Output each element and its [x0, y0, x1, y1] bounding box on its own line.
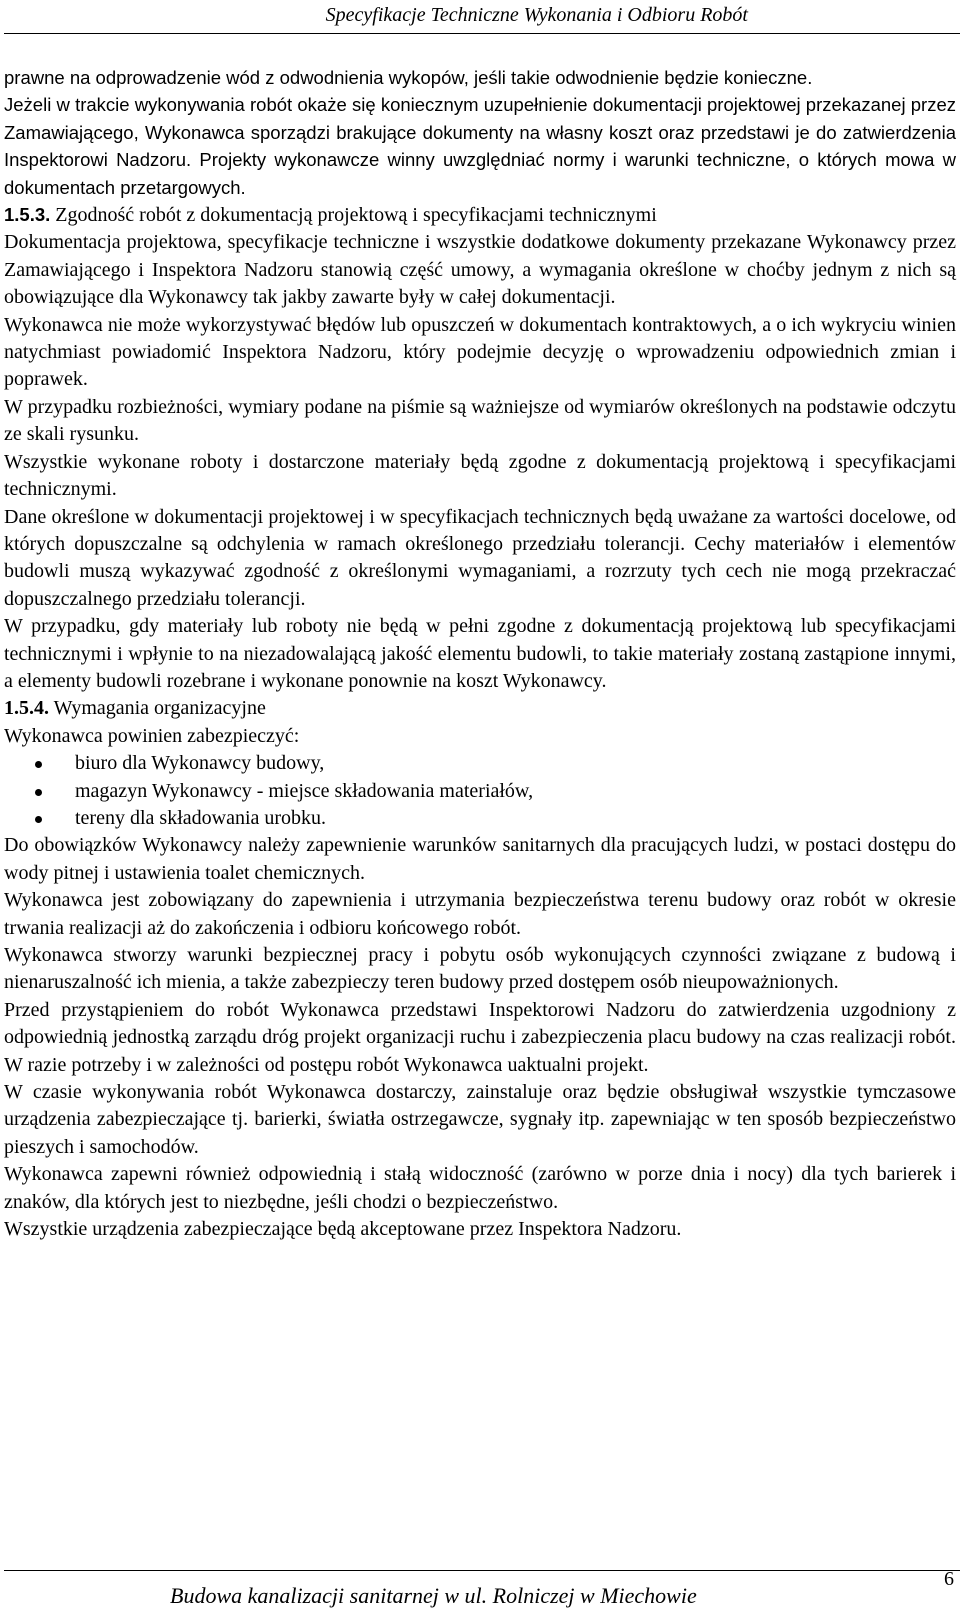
page-number: 6 — [944, 1568, 954, 1590]
list-item-text: tereny dla składowania urobku. — [75, 806, 327, 829]
header-divider — [4, 33, 960, 34]
bullet-icon — [35, 789, 42, 796]
section-number: 1.5.3. — [4, 204, 51, 226]
paragraph: Wszystkie urządzenia zabezpieczające będą akceptowane przez Inspektora Nadzoru. — [4, 1218, 682, 1241]
section-heading-1-5-3 — [4, 201, 956, 229]
document-body — [4, 64, 956, 1243]
footer-divider — [4, 1570, 960, 1571]
paragraph: Wykonawca nie może wykorzystywać błędów lub opuszczeń w dokumentach kontraktowych, a o ich wykryciu winien natychmiast powiadomić Inspektora Nadzoru, który podejmie decyzję o wprowadzeniu odpowiednich zmian i poprawek. — [4, 313, 956, 391]
list-item-text: biuro dla Wykonawcy budowy, — [75, 752, 325, 775]
paragraph: Dokumentacja projektowa, specyfikacje techniczne i wszystkie dodatkowe dokumenty przekazane Wykonawcy przez Zamawiającego i Inspektora Nadzoru stanowią część umowy, a wymagania określone w choćby jednym z nich są obowiązujące dla Wykonawcy tak jakby zawarte były w całej dokumentacji. — [4, 231, 956, 309]
paragraph: W czasie wykonywania robót Wykonawca dostarczy, zainstaluje oraz będzie obsługiwał wszystkie tymczasowe urządzenia zabezpieczające tj. barierki, światła ostrzegawcze, sygnały itp. zapewniając w ten sposób bezpieczeństwo pieszych i samochodów. — [4, 1081, 956, 1158]
paragraph: prawne na odprowadzenie wód z odwodnienia wykopów, jeśli takie odwodnienie będzie konieczne. — [4, 67, 813, 88]
section-heading-1-5-4 — [4, 695, 956, 722]
paragraph: Do obowiązków Wykonawcy należy zapewnienie warunków sanitarnych dla pracujących ludzi, w postaci dostępu do wody pitnej i ustawienia toalet chemicznych. — [4, 834, 956, 884]
paragraph: W przypadku rozbieżności, wymiary podane na piśmie są ważniejsze od wymiarów określonych na podstawie odczytu ze skali rysunku. — [4, 395, 956, 446]
paragraph: Wykonawca jest zobowiązany do zapewnienia i utrzymania bezpieczeństwa terenu budowy oraz robót w okresie trwania realizacji aż do zakończenia i odbioru końcowego robót. — [4, 889, 956, 939]
paragraph: W przypadku, gdy materiały lub roboty nie będą w pełni zgodne z dokumentacją projektową lub specyfikacjami technicznymi i wpłynie to na niezadowalającą jakość elementu budowli, to takie materiały zostaną zastąpione innymi, a elementy budowli rozebrane i wykonane ponownie na koszt Wykonawcy. — [4, 615, 956, 692]
paragraph: Wszystkie wykonane roboty i dostarczone materiały będą zgodne z dokumentacją projektową i specyfikacjami technicznymi. — [4, 450, 956, 501]
list-item — [4, 805, 956, 832]
list-item — [4, 750, 956, 777]
header-title: Specyfikacje Techniczne Wykonania i Odbioru Robót — [325, 4, 748, 26]
bullet-icon — [35, 761, 42, 768]
bullet-icon — [35, 816, 42, 823]
paragraph: Wykonawca stworzy warunki bezpiecznej pracy i pobytu osób wykonujących czynności związane z budową i nienaruszalność ich mienia, a także zabezpieczy teren budowy przed dostępem osób nieupoważnionych. — [4, 944, 956, 994]
paragraph: Jeżeli w trakcie wykonywania robót okaże się koniecznym uzupełnienie dokumentacji projektowej przekazanej przez Zamawiającego, Wykonawca sporządzi brakujące dokumenty na własny koszt oraz przedstawi je do zatwierdzenia Inspektorowi Nadzoru. Projekty wykonawcze winny uwzględniać normy i warunki techniczne, o których mowa w dokumentach przetargowych. — [4, 94, 956, 198]
bullet-list — [4, 750, 956, 832]
footer-title: Budowa kanalizacji sanitarnej w ul. Rolniczej w Miechowie — [170, 1583, 697, 1608]
page-header — [0, 0, 960, 36]
paragraph: Dane określone w dokumentacji projektowej i w specyfikacjach technicznych będą uważane za wartości docelowe, od których dopuszczalne są odchylenia w ramach określonego przedziału tolerancji. Cechy materiałów i elementów budowli muszą wykazywać zgodność z określonymi wymaganiami, a rozrzuty tych cech nie mogą przekraczać dopuszczalnego przedziału tolerancji. — [4, 505, 956, 610]
section-title: Wymagania organizacyjne — [49, 697, 266, 720]
list-item — [4, 778, 956, 805]
paragraph: Wykonawca zapewni również odpowiednią i stałą widoczność (zarówno w porze dnia i nocy) dla tych barierek i znaków, dla których jest to niezbędne, jeśli chodzi o bezpieczeństwo. — [4, 1163, 956, 1213]
list-item-text: magazyn Wykonawcy - miejsce składowania materiałów, — [75, 779, 534, 802]
paragraph: Wykonawca powinien zabezpieczyć: — [4, 724, 300, 747]
section-title: Zgodność robót z dokumentacją projektową i specyfikacjami technicznymi — [50, 204, 657, 227]
paragraph: Przed przystąpieniem do robót Wykonawca przedstawi Inspektorowi Nadzoru do zatwierdzenia uzgodniony z odpowiednią jednostką zarządu dróg projekt organizacji ruchu i zabezpieczenia placu budowy na czas realizacji robót. W razie potrzeby i w zależności od postępu robót Wykonawca uaktualni projekt. — [4, 998, 956, 1076]
page-footer — [0, 1566, 960, 1624]
section-number: 1.5.4. — [4, 697, 49, 720]
